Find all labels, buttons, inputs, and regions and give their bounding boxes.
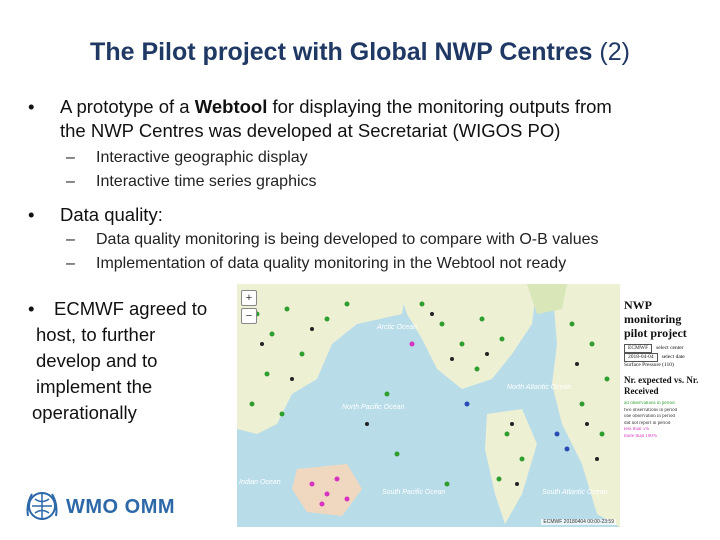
sub2-item-1: Implementation of data quality monitoring in the Webtool not ready (96, 255, 567, 272)
bullet1-pre: A prototype of a (60, 96, 195, 117)
wmo-logo-text: WMO OMM (66, 496, 176, 518)
slide-title-main: The Pilot project with Global NWP Centres (90, 38, 593, 66)
sub-bullet-marker: – (66, 231, 75, 248)
map-label-south-pacific: South Pacific Ocean (382, 489, 446, 496)
bullet1-bold: Webtool (194, 96, 268, 117)
legend-item: two observations in period (624, 407, 678, 413)
legend-items (624, 401, 716, 440)
australia-landmass (292, 464, 362, 516)
zoom-out-button[interactable]: − (241, 308, 257, 324)
legend-title-line-2: pilot project (624, 326, 687, 340)
zoom-in-button[interactable]: + (241, 290, 257, 306)
legend-item: more than 100% (624, 433, 658, 439)
center-selector[interactable] (624, 344, 716, 353)
center-select[interactable]: ECMWF (624, 344, 652, 353)
legend-item: one observation in period (624, 414, 675, 419)
slide-title (0, 38, 720, 67)
sub-bullet-geographic (66, 146, 308, 170)
map-label-arctic: Arctic Ocean (377, 324, 418, 331)
map-label-north-pacific: North Pacific Ocean (342, 404, 405, 411)
bullet-webtool (28, 95, 698, 143)
map-footer: ECMWF 20180404 00:00-23:59 (543, 519, 614, 525)
bullet-marker: • (28, 96, 35, 117)
legend-section-title: Nr. expected vs. Nr. Received (624, 375, 699, 396)
slide-title-suffix: (2) (599, 38, 630, 66)
center-select-label: select center (656, 345, 684, 351)
legend-title-line-0: NWP (624, 298, 652, 312)
bullet3-line-4: operationally (32, 402, 137, 423)
bullet2-text: Data quality: (60, 204, 163, 225)
legend-title-line-1: monitoring (624, 312, 682, 326)
sub1-item-1: Interactive time series graphics (96, 173, 317, 190)
legend-item: less than 5% (624, 427, 650, 432)
map-legend-panel (624, 298, 716, 440)
sub-bullet-marker: – (66, 149, 75, 166)
map-label-south-atlantic: South Atlantic Ocean (542, 489, 608, 496)
sub-bullet-timeseries (66, 170, 317, 194)
bullet-data-quality (28, 203, 163, 227)
bullet3-line-2: develop and to (36, 350, 158, 371)
variable-selector[interactable]: Surface Pressure (110) (624, 362, 674, 368)
map-label-north-atlantic: North Atlantic Ocean (507, 384, 572, 391)
bullet1-post: for displaying the monitoring outputs from (267, 96, 612, 117)
south-america-landmass (485, 409, 537, 524)
legend-item: all observations in period (624, 401, 675, 406)
monitoring-map[interactable] (237, 284, 620, 527)
date-selector[interactable] (624, 353, 716, 362)
bullet-ecmwf (28, 296, 207, 426)
sub-bullet-not-ready (66, 252, 566, 276)
sub-bullet-marker: – (66, 255, 75, 272)
bullet3-line-0: ECMWF agreed to (54, 298, 208, 319)
sub-bullet-ob-values (66, 228, 599, 252)
bullet3-line-1: host, to further (36, 324, 156, 345)
date-select[interactable]: 2018-04-04 (624, 353, 658, 362)
asia-landmass (237, 284, 407, 434)
bullet3-line-3: implement the (36, 376, 153, 397)
map-label-indian: Indian Ocean (239, 479, 281, 486)
wmo-emblem-icon (22, 486, 62, 526)
sub1-item-0: Interactive geographic display (96, 149, 308, 166)
bullet-marker: • (28, 298, 35, 319)
bullet1-continuation: the NWP Centres was developed at Secretariat (WIGOS PO) (60, 120, 561, 141)
date-select-label: select date (661, 354, 685, 360)
sub-bullet-marker: – (66, 173, 75, 190)
sub2-item-0: Data quality monitoring is being developed to compare with O-B values (96, 231, 599, 248)
north-america-landmass (397, 284, 537, 389)
bullet-marker: • (28, 204, 35, 225)
legend-item: did not report in period (624, 420, 671, 426)
